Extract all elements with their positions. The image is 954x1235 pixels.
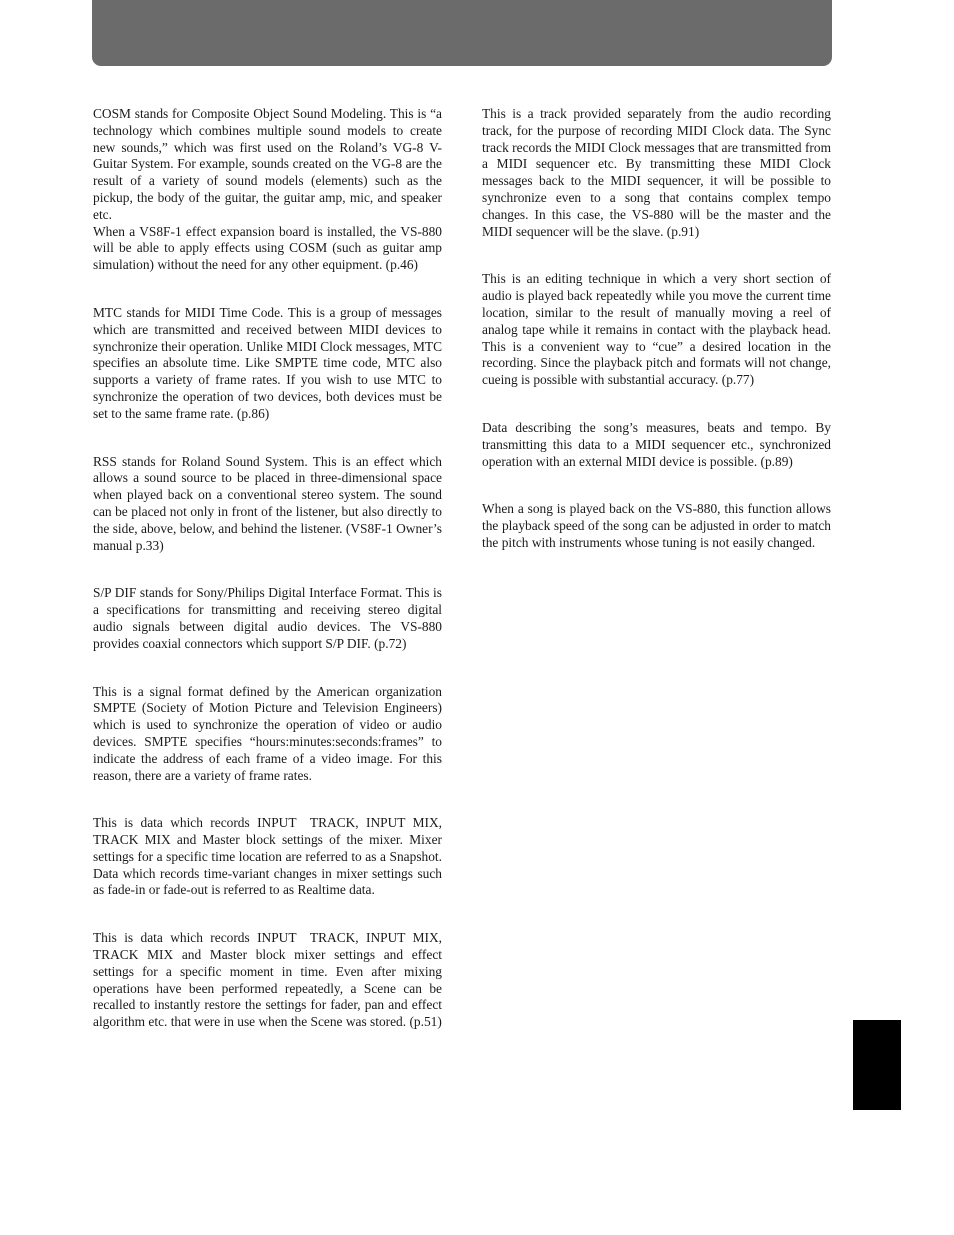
entry-mixer-data [93,815,442,899]
entry-vari-pitch [482,501,831,551]
entry-text: When a song is played back on the VS-880, this function allows the playback speed of the song can be adjusted in order to match the pitch with instruments whose tuning is not easily changed. [482,501,831,550]
entry-text: When a VS8F-1 effect expansion board is installed, the VS-880 will be able to apply effects using COSM (such as guitar amp simulation) without the need for any other equipment. (p.46) [93,223,442,273]
entry-text: This is a track provided separately from the audio recording track, for the purpose of recording MIDI Clock data. The Sync track records the MIDI Clock messages that are transmitted from a MIDI sequencer etc. By transmitting these MIDI Clock messages back to the MIDI sequencer, it will be possible to synchronize even to a song that contains complex tempo changes. In this case, the VS-880 will be the master and the MIDI sequencer will be the slave. (p.91) [482,106,831,239]
entry-sync-track [482,106,831,240]
header-bar [92,0,832,66]
entry-rss [93,454,442,555]
entry-text: Data describing the song’s measures, beats and tempo. By transmitting this data to a MIDI sequencer etc., synchronized operation with an external MIDI device is possible. (p.89) [482,419,831,469]
entry-scene [93,930,442,1031]
entry-text: This is an editing technique in which a very short section of audio is played back repeatedly while you move the current time location, similar to the result of manually moving a reel of analog tape while it remains in contact with the playback head. This is a convenient way to “cue” a desired location in the recording. Since the playback pitch and formats will not change, cueing is possible with substantial accuracy. (p.77) [482,271,831,388]
entry-scrub [482,271,831,389]
entry-text: S/P DIF stands for Sony/Philips Digital Interface Format. This is a specifications for transmitting and receiving stereo digital audio signals between digital audio devices. The VS-880 provides coaxial connectors which support S/P DIF. (p.72) [93,585,442,651]
entry-spdif [93,585,442,652]
entry-text: This is data which records INPUT TRACK, INPUT MIX, TRACK MIX and Master block mixer settings and effect settings for a specific moment in time. Even after mixing operations have been performed repeatedly, a Scene can be recalled to instantly restore the settings for fader, pan and effect algorithm etc. that were in use when the Scene was stored. (p.51) [93,930,442,1030]
section-tab [853,1020,901,1110]
entry-cosm [93,106,442,274]
entry-tempo-map [482,420,831,470]
entry-smpte [93,684,442,785]
entry-text: This is data which records INPUT TRACK, INPUT MIX, TRACK MIX and Master block settings of the mixer. Mixer settings for a specific time location are referred to as a Snapshot. Data which records time-variant changes in mixer settings such as fade-in or fade-out is referred to as Realtime data. [93,815,442,898]
entry-text: MTC stands for MIDI Time Code. This is a group of messages which are transmitted and received between MIDI devices to synchronize their operation. Unlike MIDI Clock messages, MTC specifies an absolute time. Like SMPTE time code, MTC also supports a variety of frame rates. If you wish to use MTC to synchronize the operation of two devices, both devices must be set to the same frame rate. (p.86) [93,304,442,421]
left-column [93,106,442,1031]
right-column [482,106,831,552]
entry-mtc [93,305,442,423]
entry-text: This is a signal format defined by the American organization SMPTE (Society of Motion Picture and Television Engineers) which is used to synchronize the operation of video or audio devices. SMPTE specifies “hours:minutes:seconds:frames” to indicate the address of each frame of a video image. For this reason, there are a variety of frame rates. [93,683,442,783]
entry-text: RSS stands for Roland Sound System. This is an effect which allows a sound source to be placed in three-dimensional space when played back on a conventional stereo system. The sound can be placed not only in front of the listener, but also directly to the side, above, below, and behind the listener. (VS8F-1 Owner’s manual p.33) [93,453,442,553]
entry-text: COSM stands for Composite Object Sound Modeling. This is “a technology which combines multiple sound models to create new sounds,” which was first used on the Roland’s VG-8 V-Guitar System. For example, sounds created on the VG-8 are the result of a variety of sound models (elements) such as the pickup, the body of the guitar, the guitar amp, mic, and speaker etc. [93,106,442,222]
